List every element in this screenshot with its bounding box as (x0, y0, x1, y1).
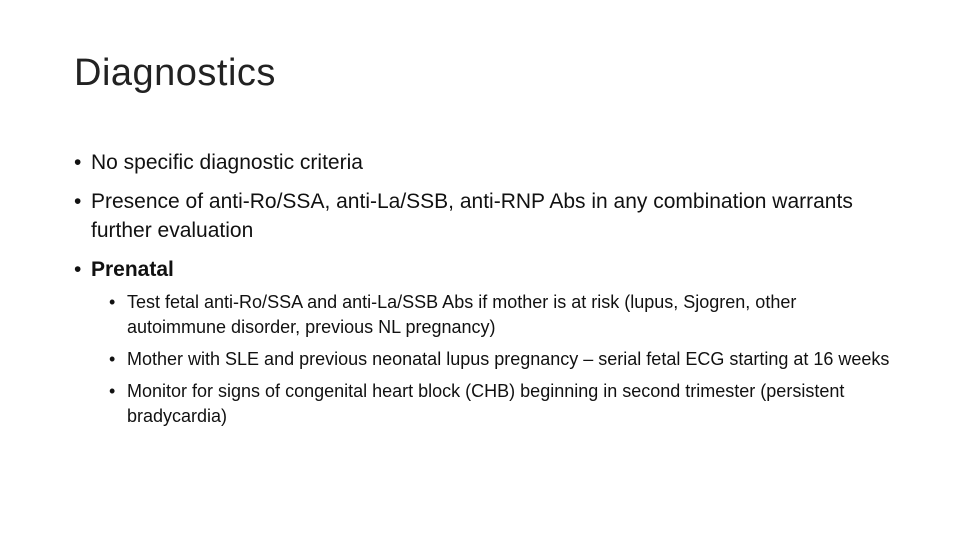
bullet-list (74, 148, 894, 429)
sub-bullet-text: Mother with SLE and previous neonatal lupus pregnancy – serial fetal ECG starting at 16 weeks (127, 349, 890, 369)
bullet-item (74, 187, 894, 245)
sub-bullet-text: Monitor for signs of congenital heart block (CHB) beginning in second trimester (persistent bradycardia) (127, 381, 845, 426)
bullet-item-prenatal (74, 255, 894, 429)
sub-bullet-text: Test fetal anti-Ro/SSA and anti-La/SSB Abs if mother is at risk (lupus, Sjogren, other autoimmune disorder, previous NL pregnancy) (127, 292, 797, 337)
bullet-marker: • (74, 258, 82, 281)
sub-bullet-list (109, 290, 894, 429)
bullet-marker: • (74, 151, 82, 174)
bullet-text: Presence of anti-Ro/SSA, anti-La/SSB, anti-RNP Abs in any combination warrants further evaluation (91, 190, 853, 242)
slide-title: Diagnostics (74, 52, 276, 94)
bullet-marker: • (74, 190, 82, 213)
bullet-text: Prenatal (91, 258, 174, 281)
bullet-text: No specific diagnostic criteria (91, 151, 363, 174)
bullet-item (74, 148, 894, 177)
sub-bullet-item (109, 290, 894, 340)
sub-bullet-item (109, 379, 894, 429)
sub-bullet-marker: • (109, 292, 116, 312)
sub-bullet-marker: • (109, 349, 116, 369)
sub-bullet-marker: • (109, 381, 116, 401)
sub-bullet-item (109, 347, 894, 372)
slide-body (74, 148, 894, 439)
